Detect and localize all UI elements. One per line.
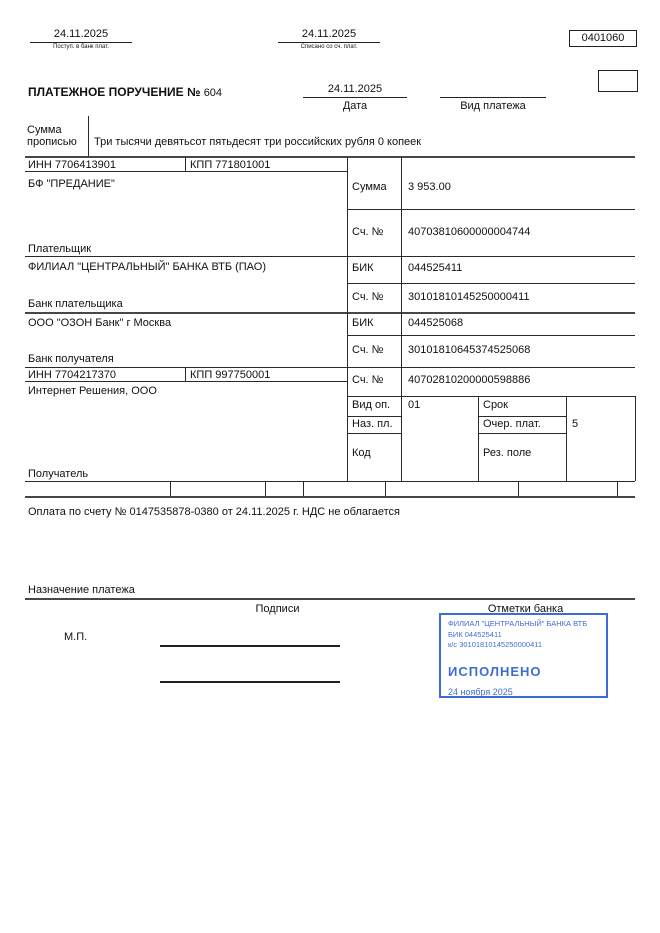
status-code-box: [598, 70, 638, 92]
stamp-date: 24 ноября 2025: [448, 686, 513, 697]
document-date-caption: Дата: [342, 100, 368, 112]
amount-words-value: Три тысячи девятьсот пятьдесят три российских рубля 0 копеек: [94, 136, 422, 148]
stamp-corr-account: к/с 30101810145250000411: [448, 640, 543, 649]
table-line: [25, 496, 635, 498]
payer-account-value: 40703810600000004744: [408, 226, 531, 238]
payee-inn: ИНН 7704217370: [28, 369, 117, 381]
payer-bank-bik-label: БИК: [352, 262, 374, 274]
payment-kind-label: Вид платежа: [460, 100, 526, 112]
table-line: [347, 157, 348, 481]
amount-value: 3 953.00: [408, 181, 451, 193]
table-line: [518, 481, 519, 496]
document-number: 604: [203, 87, 223, 99]
priority-label: Очер. плат.: [483, 418, 541, 430]
form-code-box: 0401060: [569, 30, 637, 47]
table-line: [25, 256, 635, 257]
payee-account-value: 40702810200000598886: [408, 374, 531, 386]
code-label: Код: [352, 447, 371, 459]
table-line: [25, 481, 635, 482]
table-line: [478, 396, 479, 481]
table-line: [347, 416, 401, 417]
payee-bank-name: ООО "ОЗОН Банк" г Москва: [28, 317, 172, 329]
table-line: [25, 367, 635, 368]
purpose-text: Оплата по счету № 0147535878-0380 от 24.11.2025 г. НДС не облагается: [28, 506, 400, 518]
payee-name: Интернет Решения, ООО: [28, 385, 157, 397]
table-line: [170, 481, 171, 496]
stamp-status: ИСПОЛНЕНО: [448, 663, 542, 679]
received-date-caption: Поступ. в банк плат.: [53, 44, 109, 50]
payer-bank-corr-label: Сч. №: [352, 291, 384, 303]
amount-label: Сумма: [352, 181, 387, 193]
document-date-value: 24.11.2025: [303, 83, 407, 98]
table-line: [347, 335, 635, 336]
bank-marks-label: Отметки банка: [487, 603, 564, 615]
stamp-bik: БИК 044525411: [448, 629, 502, 639]
signatures-label: Подписи: [255, 603, 300, 615]
payee-bank-label: Банк получателя: [28, 353, 114, 365]
debited-date-block: [278, 28, 380, 51]
payer-name: БФ "ПРЕДАНИЕ": [28, 178, 115, 190]
table-line: [265, 481, 266, 496]
table-line: [25, 381, 347, 382]
debited-date-caption: Списано со сч. плат.: [300, 44, 358, 50]
purpose-code-label: Наз. пл.: [352, 418, 393, 430]
table-line: [478, 416, 566, 417]
debited-date-value: 24.11.2025: [278, 28, 380, 43]
table-line: [185, 367, 186, 381]
table-line: [25, 312, 635, 314]
document-title: [28, 85, 222, 99]
table-line: [347, 396, 635, 397]
payee-bank-corr-value: 30101810645374525068: [408, 344, 531, 356]
stamp-place-label: М.П.: [64, 631, 88, 643]
document-title-text: ПЛАТЕЖНОЕ ПОРУЧЕНИЕ №: [28, 85, 201, 99]
payer-bank-name: ФИЛИАЛ "ЦЕНТРАЛЬНЫЙ" БАНКА ВТБ (ПАО): [28, 261, 266, 273]
op-type-label: Вид оп.: [352, 399, 391, 411]
priority-value: 5: [572, 418, 579, 430]
document-date-block: [303, 83, 407, 112]
table-line: [617, 481, 618, 496]
signature-line-1: [160, 645, 340, 647]
table-line: [25, 598, 635, 600]
payer-kpp: КПП 771801001: [190, 159, 271, 171]
purpose-label: Назначение платежа: [28, 584, 135, 596]
table-line: [347, 283, 635, 284]
table-line: [347, 209, 635, 210]
payer-bank-corr-value: 30101810145250000411: [408, 291, 530, 303]
payee-account-label: Сч. №: [352, 374, 384, 386]
table-line: [185, 157, 186, 171]
payer-inn: ИНН 7706413901: [28, 159, 117, 171]
payer-bank-label: Банк плательщика: [28, 298, 123, 310]
received-date-block: [30, 28, 132, 51]
table-line: [401, 157, 402, 481]
payer-label: Плательщик: [28, 243, 92, 255]
received-date-value: 24.11.2025: [30, 28, 132, 43]
payee-bank-bik-value: 044525068: [408, 317, 464, 329]
payer-bank-bik-value: 044525411: [408, 262, 463, 274]
payee-kpp: КПП 997750001: [190, 369, 271, 381]
payer-account-label: Сч. №: [352, 226, 384, 238]
table-line: [25, 171, 347, 172]
payee-bank-bik-label: БИК: [352, 317, 374, 329]
table-line: [635, 396, 636, 481]
table-line: [478, 433, 566, 434]
table-line: [303, 481, 304, 496]
payee-bank-corr-label: Сч. №: [352, 344, 384, 356]
payee-label: Получатель: [28, 468, 89, 480]
payment-kind-block: [440, 83, 546, 112]
term-label: Срок: [483, 399, 508, 411]
amount-words-label: Сумма прописью: [27, 124, 77, 148]
op-type-value: 01: [408, 399, 421, 411]
table-line: [566, 396, 567, 481]
table-line: [347, 433, 401, 434]
stamp-bank-name: ФИЛИАЛ "ЦЕНТРАЛЬНЫЙ" БАНКА ВТБ: [448, 619, 588, 628]
amount-words-divider: [88, 116, 89, 157]
signature-line-2: [160, 681, 340, 683]
table-line: [385, 481, 386, 496]
bank-stamp: [439, 613, 608, 698]
table-line: [25, 156, 635, 158]
reserve-field-label: Рез. поле: [483, 447, 532, 459]
